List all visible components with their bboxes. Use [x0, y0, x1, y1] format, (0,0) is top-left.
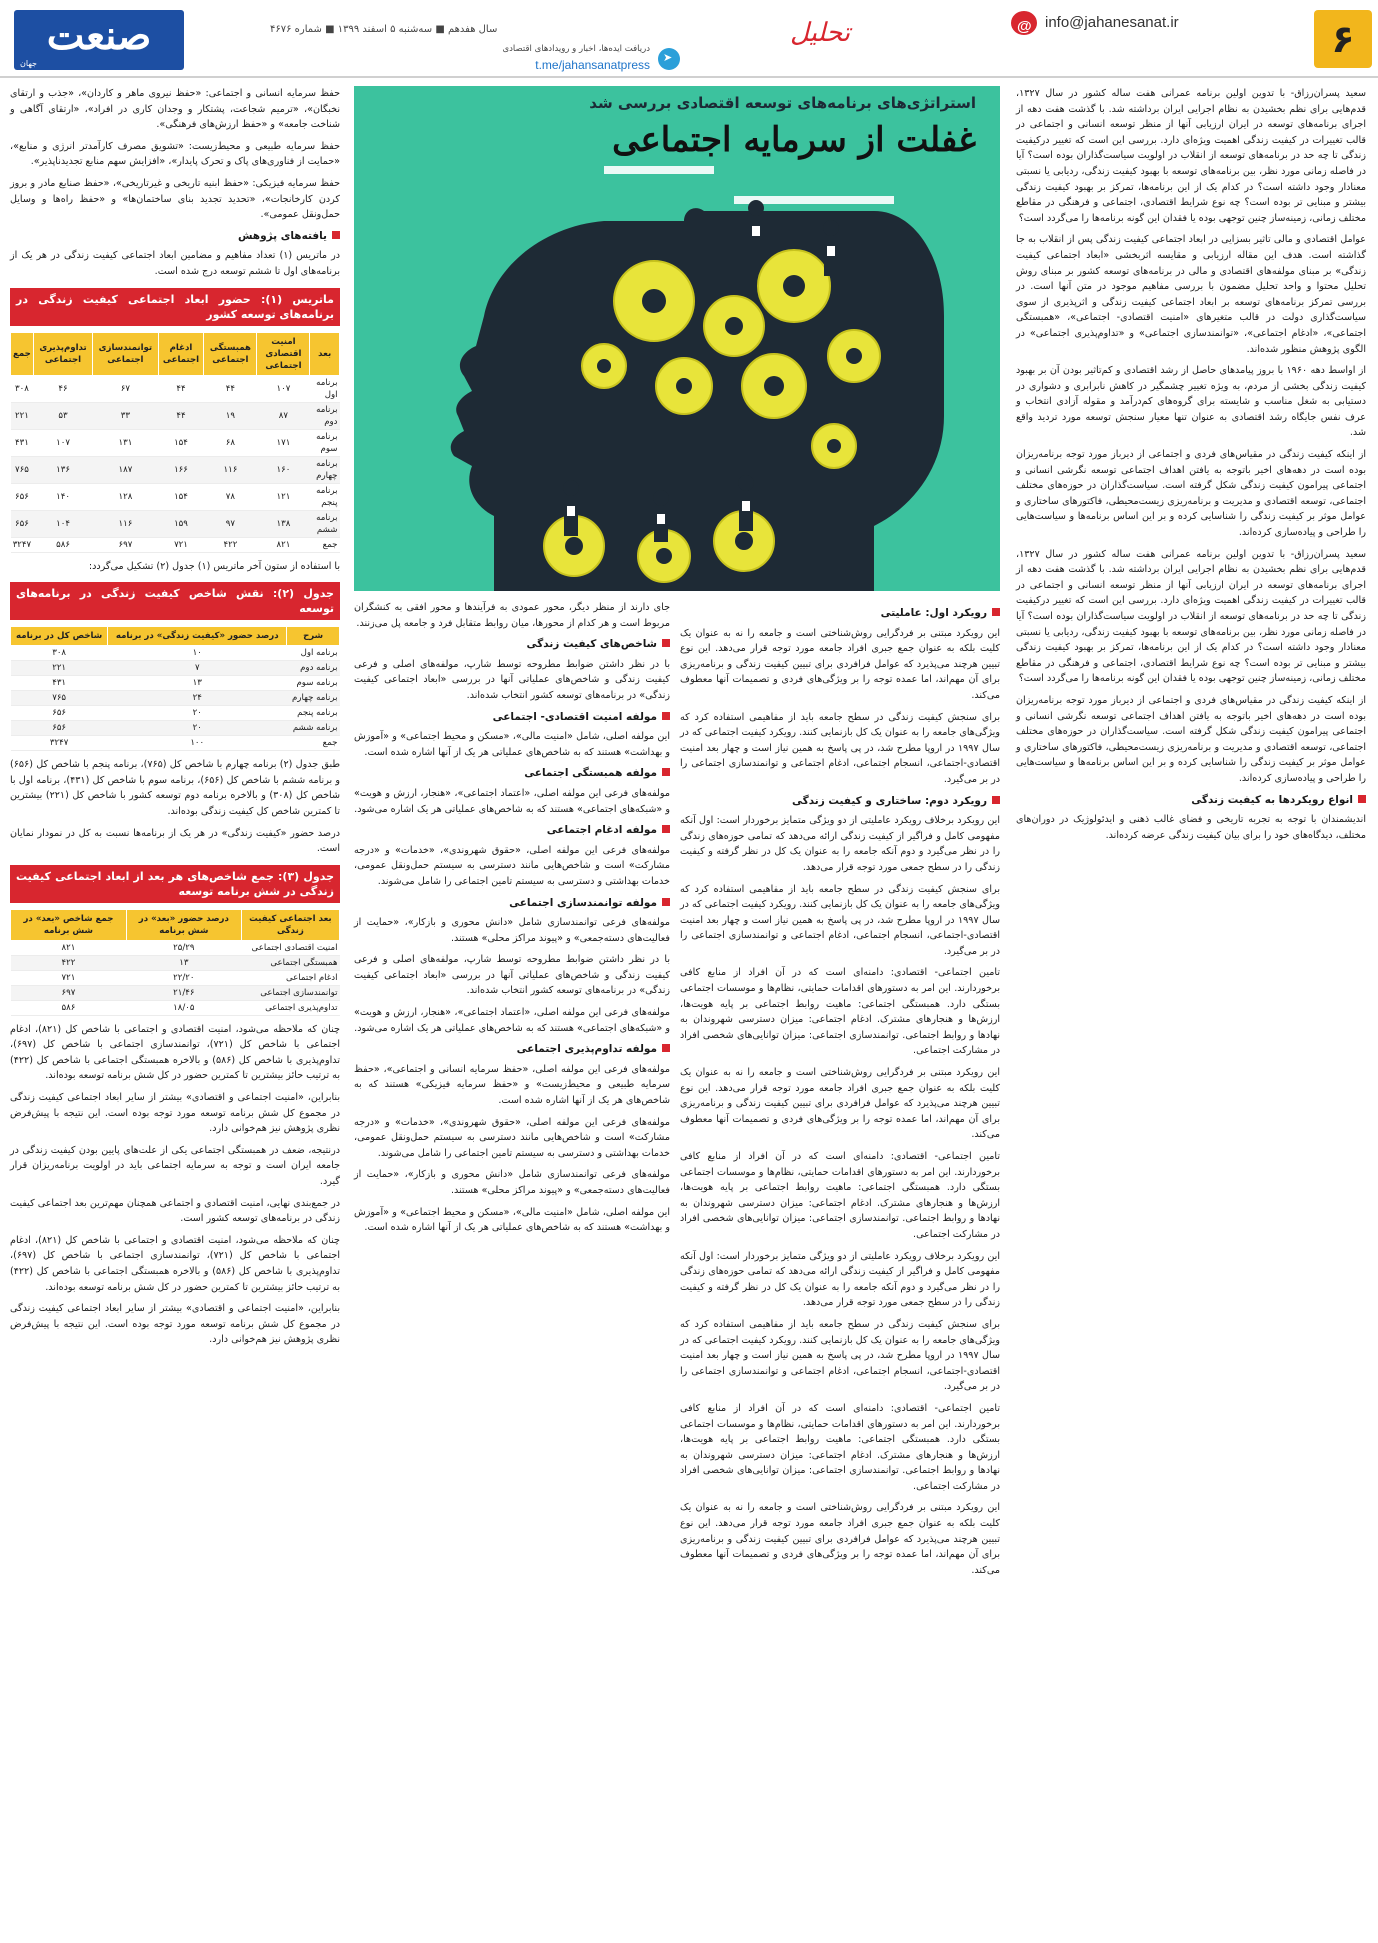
article-paragraph: عوامل اقتصادی و مالی تاثیر بسزایی در ابعاد اجتماعی کیفیت زندگی پس از انقلاب به جا گذاشته است. هدف این مقاله ارزیابی و مقایسه اثربخشی «ابعاد اجتماعی کیفیت زندگی» بر مبنای مولفه‌های اقتصادی و مالی در برنامه‌های توسعه کشور بر مبنای روش تحلیل محتوا و واحد تحلیل مضمون با بررسی مفاهیم موجود در متن آنها است. در بررسی تمرکز برنامه‌های توسعه بر ابعاد اجتماعی کیفیت زندگی و اثرپذیری از سوی سیاست‌گذاری دولت در قالب متغیرهای «امنیت اقتصادی- اجتماعی»، «همبستگی اجتماعی»، «ادغام اجتماعی»، «توانمندسازی اجتماعی» و «تداوم‌پذیری اجتماعی» در الگوی پژوهش منظور شده‌اند.: [1016, 234, 1366, 355]
article-paragraph: با در نظر داشتن ضوابط مطروحه توسط شارپ، مولفه‌های اصلی و فرعی کیفیت زندگی و شاخص‌های عملیاتی آنها در بررسی «ابعاد اجتماعی کیفیت زندگی» در برنامه‌های توسعه کشور انتخاب شده‌اند.: [354, 954, 670, 997]
table-cell: ۲۲۱: [11, 402, 34, 429]
article-paragraph: با در نظر داشتن ضوابط مطروحه توسط شارپ، مولفه‌های اصلی و فرعی کیفیت زندگی و شاخص‌های عملیاتی آنها در بررسی «ابعاد اجتماعی کیفیت زندگی» در برنامه‌های توسعه کشور انتخاب شده‌اند.: [354, 658, 670, 701]
table-cell: ۲۱/۴۶: [126, 985, 241, 1000]
table-cell: ادغام اجتماعی: [241, 970, 339, 985]
article-paragraph: این رویکرد مبتنی بر فردگرایی روش‌شناختی است و جامعه را نه به عنوان یک کلیت بلکه به عنوان جمع جبری افراد جامعه مورد توجه قرار می‌دهد. این نوع تبیین هرچند می‌پذیرد که عوامل فرافردی برای تبیین کیفیت زندگی و برنامه‌ریزی برای آن مهم‌اند، اما عمده توجه را بر ویژگی‌های فردی و تصمیمات آنها معطوف می‌کند.: [680, 1502, 1000, 1576]
table-cell: ۱۸۷: [93, 456, 158, 483]
telegram-link[interactable]: t.me/jahansanatpress: [535, 58, 650, 72]
table-cell: برنامه دوم: [287, 661, 340, 676]
table-cell: ۱۰۴: [33, 510, 92, 537]
table-cell: ۷: [108, 661, 287, 676]
table3-header-cell: بعد اجتماعی کیفیت زندگی: [241, 909, 339, 940]
table1-header-cell: توانمندسازی اجتماعی: [93, 332, 158, 375]
table-cell: ۴۳۱: [11, 429, 34, 456]
table2-header-cell: شاخص کل در برنامه: [11, 627, 108, 646]
table-cell: ۱۱۶: [204, 456, 257, 483]
article-paragraph: مولفه‌های فرعی این مولفه اصلی، «حقوق شهروندی»، «خدمات» و «درجه مشارکت» است و شاخص‌هایی مانند دسترسی به سیستم حمل‌ونقل عمومی، خدمات بهداشتی و دسترسی به سیستم تامین اجتماعی را شامل می‌شوند.: [354, 1116, 670, 1159]
section-label: تحلیل: [790, 18, 851, 48]
article-subheading: مولفه ادغام اجتماعی: [354, 823, 670, 839]
table-row: [11, 721, 340, 736]
article-paragraph: مولفه‌های فرعی این مولفه اصلی، «اعتماد اجتماعی»، «هنجار، ارزش و هویت» و «شبکه‌های اجتماعی» هستند که به شاخص‌های عملیاتی هر یک اشاره می‌شود.: [354, 787, 670, 815]
table-cell: برنامه پنجم: [287, 706, 340, 721]
table-cell: ۱۲۱: [257, 483, 310, 510]
table-cell: ۶۷: [93, 375, 158, 402]
red-square-bullet: [992, 608, 1000, 616]
article-paragraph: این رویکرد برخلاف رویکرد عاملیتی از دو ویژگی متمایز برخوردار است: اول آنکه مفهومی کامل و فراگیر از کیفیت زندگی ارائه می‌دهد که تمامی حوزه‌های زندگی را در نظر می‌گیرد و دوم آنکه جامعه را به عنوان یک کل در نظر گرفته و کیفیت زندگی را در سطح جمعی مورد توجه قرار می‌دهد.: [680, 815, 1000, 873]
table-row: [11, 955, 340, 970]
table-cell: ۲۵/۲۹: [126, 940, 241, 955]
hero-title: غفلت از سرمایه اجتماعی: [612, 120, 976, 160]
telegram-icon: [658, 48, 680, 70]
table-row: [11, 537, 340, 552]
table-cell: برنامه ششم: [310, 510, 340, 537]
table-cell: ۲۰: [108, 721, 287, 736]
table-cell: ۱۰۷: [257, 375, 310, 402]
table-cell: برنامه چهارم: [287, 691, 340, 706]
table-cell: ۲۴: [108, 691, 287, 706]
table-row: [11, 402, 340, 429]
article-paragraph: درنتیجه، ضعف در همبستگی اجتماعی یکی از علت‌های پایین بودن کیفیت زندگی در جامعه ایران است و توجه به سرمایه اجتماعی باید در اولویت برنامه‌ریزان قرار گیرد.: [10, 1144, 340, 1188]
table-cell: ۴۴: [204, 375, 257, 402]
table1-header-cell: تداوم‌پذیری اجتماعی: [33, 332, 92, 375]
table-row: [11, 706, 340, 721]
table-row: [11, 661, 340, 676]
table3-dimension-totals: [10, 909, 340, 1016]
table-cell: ۷۲۱: [11, 970, 127, 985]
table-cell: ۳۰۸: [11, 375, 34, 402]
red-square-bullet: [1358, 795, 1366, 803]
article-subheading: انواع رویکردها به کیفیت زندگی: [1016, 793, 1366, 809]
table-cell: همبستگی اجتماعی: [241, 955, 339, 970]
red-square-bullet: [332, 231, 340, 239]
table-row: [11, 429, 340, 456]
article-paragraph: سعید پسران‌رزاق- با تدوین اولین برنامه عمرانی هفت ساله کشور در سال ۱۳۲۷، قدم‌هایی برای نظم بخشیدن به نظام اجرایی ایران برداشته شد. با گذشت هفت دهه از اجرای برنامه‌های توسعه در ایران ارزیابی آنها از منظر توسعه انسانی و اجتماعی در قالب تغییرات در کیفیت زندگی اهمیت ویژه‌ای دارد. بررسی این است که تغییر درکیفیت زندگی تا چه حد در برنامه‌های توسعه از انقلاب در اولویت سیاست‌گذاران بوده است؟ آیا در فاصله زمانی مورد نظر، بین برنامه‌های توسعه با بهبود کیفیت زندگی، ردیابی یا نسبتی معنادار وجود داشته است؟ در کدام یک از این برنامه‌ها، تمرکز بر بهبود کیفیت زندگی بیشتر و مبنایی تر بوده است؟ چه نوع شرایط اقتصادی، اجتماعی و فرهنگی در مقاطع مختلف زمانی، زمینه‌ساز چنین توجهی بوده یا فقدان این گونه برنامه‌ها را می‌گردد است؟: [1016, 548, 1366, 685]
article-paragraph: بنابراین، «امنیت اجتماعی و اقتصادی» بیشتر از سایر ابعاد اجتماعی کیفیت زندگی در مجموع کل شش برنامه توسعه مورد توجه بوده است. این نتیجه با پیش‌فرض نظری پژوهش نیز هم‌خوانی دارد.: [10, 1092, 340, 1135]
table-row: [11, 940, 340, 955]
article-subheading: رویکرد دوم: ساختاری و کیفیت زندگی: [680, 794, 1000, 810]
red-square-bullet: [662, 639, 670, 647]
table1-header-cell: امنیت اقتصادی اجتماعی: [257, 332, 310, 375]
table3-title: جدول (۳): جمع شاخص‌های هر بعد از ابعاد اجتماعی کیفیت زندگی در شش برنامه توسعه: [10, 865, 340, 903]
table-cell: ۶۵۶: [11, 706, 108, 721]
table-cell: ۹۷: [204, 510, 257, 537]
email-icon: [1011, 11, 1037, 35]
article-paragraph: مولفه‌های فرعی این مولفه اصلی، «اعتماد اجتماعی»، «هنجار، ارزش و هویت» و «شبکه‌های اجتماعی» هستند که به شاخص‌های عملیاتی هر یک اشاره می‌شود.: [354, 1007, 670, 1034]
telegram-text: دریافت ایده‌ها، اخبار و رویدادهای اقتصادی: [502, 44, 650, 54]
red-square-bullet: [662, 1044, 670, 1052]
page-header: [0, 0, 1378, 78]
table-cell: ۲۲۱: [11, 661, 108, 676]
article-paragraph: این مولفه اصلی، شامل «امنیت مالی»، «مسکن و محیط اجتماعی» و «آموزش و بهداشت» هستند که به شاخص‌های عملیاتی هر یک از آنها اشاره شده است.: [354, 731, 670, 758]
table1-title: ماتریس (۱): حضور ابعاد اجتماعی کیفیت زندگی در برنامه‌های توسعه کشور: [10, 288, 340, 326]
table-cell: ۱۶۰: [257, 456, 310, 483]
table-cell: برنامه سوم: [287, 676, 340, 691]
table-cell: برنامه پنجم: [310, 483, 340, 510]
email-contact[interactable]: [1003, 8, 1303, 38]
article-paragraph: حفظ سرمایه انسانی و اجتماعی: «حفظ نیروی ماهر و کاردان»، «جذب و ارتقای نخبگان»، «ترمیم شجاعت، پشتکار و وجدان کاری در افراد»، «ارتقای آگاهی و شناخت جامعه» و «حفظ ارزش‌های فرهنگی».: [10, 88, 340, 131]
table-cell: ۱۰: [108, 646, 287, 661]
article-paragraph: تامین اجتماعی- اقتصادی: دامنه‌ای است که در آن افراد از منابع کافی برخوردارند. این امر به دستورهای اقدامات حمایتی، نظام‌ها و موسسات اجتماعی بستگی دارد. همبستگی اجتماعی: ماهیت روابط اجتماعی بر پایه هویت‌ها، ارزش‌ها و هنجارهای مشترک. ادغام اجتماعی: میزان دسترسی شهروندان به نهادها و روابط اجتماعی. توانمندسازی اجتماعی: میزان توانایی‌های شخصی افراد در مشارکت اجتماعی.: [680, 1151, 1000, 1240]
table-cell: ۳۰۸: [11, 646, 108, 661]
table-cell: ۱۳۶: [33, 456, 92, 483]
table-cell: ۱۰۷: [33, 429, 92, 456]
table-row: [11, 736, 340, 751]
article-subheading: مولفه همبستگی اجتماعی: [354, 766, 670, 782]
table-cell: ۱۳۱: [93, 429, 158, 456]
table-cell: ۵۳: [33, 402, 92, 429]
red-square-bullet: [662, 768, 670, 776]
table-cell: ۳۲۴۷: [11, 537, 34, 552]
table-cell: ۱۸/۰۵: [126, 1000, 241, 1015]
table-cell: ۱۱۶: [93, 510, 158, 537]
table1-note: با استفاده از ستون آخر ماتریس (۱) جدول (۲) تشکیل می‌گردد:: [88, 560, 340, 572]
table-cell: ۴۳۱: [11, 676, 108, 691]
article-column-left: [10, 86, 340, 1354]
table2-header-cell: شرح: [287, 627, 340, 646]
table-cell: ۴۴: [158, 402, 204, 429]
table-cell: ۷۲۱: [158, 537, 204, 552]
table-cell: ۱۵۴: [158, 429, 204, 456]
table-cell: امنیت اقتصادی اجتماعی: [241, 940, 339, 955]
table2-header-cell: درصد حضور «کیفیت زندگی» در برنامه: [108, 627, 287, 646]
issue-line: سال هفدهم ■ سه‌شنبه ۵ اسفند ۱۳۹۹ ■ شماره ۴۶۷۶: [270, 24, 498, 35]
page-number: ۶: [1314, 10, 1372, 68]
table-cell: جمع: [310, 537, 340, 552]
table-row: [11, 691, 340, 706]
table-cell: ۱۰۰: [108, 736, 287, 751]
article-paragraph: چنان که ملاحظه می‌شود، امنیت اقتصادی و اجتماعی با شاخص کل (۸۲۱)، ادغام اجتماعی با شاخص کل (۷۲۱)، توانمندسازی اجتماعی با شاخص کل (۶۹۷)، تداوم‌پذیری با شاخص کل (۵۸۶) و بالاخره همبستگی اجتماعی با شاخص کل (۴۲۲) به ترتیب حائز بیشترین تا کمترین حضور در کل شش برنامه توسعه بوده‌اند.: [10, 1234, 340, 1293]
table-cell: ۳۳: [93, 402, 158, 429]
article-subheading: رویکرد اول: عاملیتی: [680, 606, 1000, 622]
table-cell: ۴۶: [33, 375, 92, 402]
table-cell: ۶۵۶: [11, 721, 108, 736]
article-subheading: مولفه توانمندسازی اجتماعی: [354, 896, 670, 912]
table2-quality-share: [10, 626, 340, 751]
article-paragraph: در ماتریس (۱) تعداد مفاهیم و مضامین ابعاد اجتماعی کیفیت زندگی در هر یک از برنامه‌های اول تا ششم توسعه درج شده است.: [10, 250, 340, 277]
table-cell: ۱۳۸: [257, 510, 310, 537]
article-paragraph: تامین اجتماعی- اقتصادی: دامنه‌ای است که در آن افراد از منابع کافی برخوردارند. این امر به دستورهای اقدامات حمایتی، نظام‌ها و موسسات اجتماعی بستگی دارد. همبستگی اجتماعی: ماهیت روابط اجتماعی بر پایه هویت‌ها، ارزش‌ها و هنجارهای مشترک. ادغام اجتماعی: میزان دسترسی شهروندان به نهادها و روابط اجتماعی. توانمندسازی اجتماعی: میزان توانایی‌های شخصی افراد در مشارکت اجتماعی.: [680, 967, 1000, 1057]
table-cell: توانمندسازی اجتماعی: [241, 985, 339, 1000]
table-cell: ۶۵۶: [11, 510, 34, 537]
article-paragraph: این رویکرد مبتنی بر فردگرایی روش‌شناختی است و جامعه را نه به عنوان یک کلیت بلکه به عنوان جمع جبری افراد جامعه مورد توجه قرار می‌دهد. این نوع تبیین هرچند می‌پذیرد که عوامل فرافردی برای تبیین کیفیت زندگی و برنامه‌ریزی برای آن مهم‌اند، اما عمده توجه را بر ویژگی‌های فردی و تصمیمات آنها معطوف می‌کند.: [680, 1067, 1000, 1141]
table-cell: برنامه ششم: [287, 721, 340, 736]
table-cell: ۱۶۶: [158, 456, 204, 483]
table-cell: تداوم‌پذیری اجتماعی: [241, 1000, 339, 1015]
table1-matrix: [10, 332, 340, 553]
article-paragraph: مولفه‌های فرعی توانمندسازی شامل «دانش محوری و بازکار»، «حمایت از فعالیت‌های دسته‌جمعی» و «پیوند مراکز محلی» هستند.: [354, 1169, 670, 1196]
article-paragraph: حفظ سرمایه طبیعی و محیط‌زیست: «تشویق مصرف کارآمدتر انرژی و منابع»، «حمایت از فناوری‌های پاک و تحرک پایدار»، «افزایش سهم منابع تجدیدناپذیر».: [10, 140, 340, 168]
hero-illustration: [354, 86, 1000, 591]
article-subheading: شاخص‌های کیفیت زندگی: [354, 637, 670, 653]
red-square-bullet: [992, 796, 1000, 804]
article-paragraph: بنابراین، «امنیت اجتماعی و اقتصادی» بیشتر از سایر ابعاد اجتماعی کیفیت زندگی در مجموع کل شش برنامه توسعه مورد توجه بوده است. این نتیجه با پیش‌فرض نظری پژوهش نیز هم‌خوانی دارد.: [10, 1303, 340, 1346]
article-paragraph: این رویکرد مبتنی بر فردگرایی روش‌شناختی است و جامعه را نه به عنوان یک کلیت بلکه به عنوان جمع جبری افراد جامعه مورد توجه قرار می‌دهد. این نوع تبیین هرچند می‌پذیرد که عوامل فرافردی برای تبیین کیفیت زندگی و برنامه‌ریزی برای آن مهم‌اند، اما عمده توجه را بر ویژگی‌های فردی و تصمیمات آنها معطوف می‌کند.: [680, 627, 1000, 701]
article-paragraph: مولفه‌های فرعی این مولفه اصلی، «حفظ سرمایه انسانی و اجتماعی»، «حفظ سرمایه طبیعی و محیط‌زیست» و «حفظ سرمایه فیزیکی» هستند که به شاخص‌های هر یک از آنها اشاره شده است.: [354, 1063, 670, 1107]
table1-header-cell: همبستگی اجتماعی: [204, 332, 257, 375]
table-cell: برنامه چهارم: [310, 456, 340, 483]
table-cell: ۸۲۱: [11, 940, 127, 955]
article-subheading: مولفه تداوم‌پذیری اجتماعی: [354, 1042, 670, 1058]
table-row: [11, 1000, 340, 1015]
article-paragraph: این مولفه اصلی، شامل «امنیت مالی»، «مسکن و محیط اجتماعی» و «آموزش و بهداشت» هستند که به شاخص‌های عملیاتی هر یک از آنها اشاره شده است.: [354, 1206, 670, 1234]
article-paragraph: حفظ سرمایه فیزیکی: «حفظ ابنیه تاریخی و غیرتاریخی»، «حفظ صنایع مادر و بروز کردن کارخانجات»، «تحدید تجدید بنای ساختمان‌ها» و «حفظ راه‌ها و وسایل حمل‌ونقل عمومی».: [10, 177, 340, 221]
article-paragraph: مولفه‌های فرعی توانمندسازی شامل «دانش محوری و بازکار»، «حمایت از فعالیت‌های دسته‌جمعی» و «پیوند مراکز محلی» هستند.: [354, 917, 670, 944]
article-paragraph: چنان که ملاحظه می‌شود، امنیت اقتصادی و اجتماعی با شاخص کل (۸۲۱)، ادغام اجتماعی با شاخص کل (۷۲۱)، توانمندسازی اجتماعی با شاخص کل (۶۹۷)، تداوم‌پذیری با شاخص کل (۵۸۶) و بالاخره همبستگی اجتماعی با شاخص کل (۴۲۲) به ترتیب حائز بیشترین تا کمترین حضور در کل شش برنامه توسعه بوده‌اند.: [10, 1023, 340, 1082]
table-cell: ۴۴: [158, 375, 204, 402]
table-cell: ۵۸۶: [11, 1000, 127, 1015]
table-row: [11, 970, 340, 985]
table-row: [11, 483, 340, 510]
table-cell: ۲۰: [108, 706, 287, 721]
table-cell: ۶۵۶: [11, 483, 34, 510]
table-cell: ۶۸: [204, 429, 257, 456]
article-column-right: [1016, 86, 1366, 849]
article-paragraph: جای دارند از منظر دیگر، محور عمودی به فرآیندها و محور افقی به کنشگران مربوط است و هر کدام از محورها، میان روابط متقابل فرد و جامعه پل می‌زنند.: [354, 602, 670, 629]
table-cell: ۵۸۶: [33, 537, 92, 552]
table-cell: برنامه دوم: [310, 402, 340, 429]
article-paragraph: برای سنجش کیفیت زندگی در سطح جامعه باید از مفاهیمی استفاده کرد که ویژگی‌های جامعه را به عنوان یک کل بازنمایی کنند. رویکرد کیفیت اجتماعی که در سال ۱۹۹۷ در اروپا مطرح شد، در پی پاسخ به همین نیاز است و چهار بعد امنیت اقتصادی-اجتماعی، انسجام اجتماعی، ادغام اجتماعی و توانمندسازی اجتماعی را در بر می‌گیرد.: [680, 711, 1000, 785]
table-cell: ۴۲۲: [204, 537, 257, 552]
table1-header-cell: بعد: [310, 332, 340, 375]
table3-header-cell: جمع شاخص «بعد» در شش برنامه: [11, 909, 127, 940]
table-cell: برنامه سوم: [310, 429, 340, 456]
table-row: [11, 510, 340, 537]
article-paragraph: برای سنجش کیفیت زندگی در سطح جامعه باید از مفاهیمی استفاده کرد که ویژگی‌های جامعه را به عنوان یک کل بازنمایی کنند. رویکرد کیفیت اجتماعی که در سال ۱۹۹۷ در اروپا مطرح شد، در پی پاسخ به همین نیاز است و چهار بعد امنیت اقتصادی-اجتماعی، انسجام اجتماعی، ادغام اجتماعی و توانمندسازی اجتماعی را در بر می‌گیرد.: [680, 1318, 1000, 1393]
table-cell: ۱۳: [108, 676, 287, 691]
red-square-bullet: [662, 825, 670, 833]
table-cell: ۲۲/۲۰: [126, 970, 241, 985]
logo-subtext: جهان: [20, 59, 37, 68]
article-subheading: یافته‌های پژوهش: [10, 229, 340, 245]
logo-text: صنعت: [46, 12, 152, 59]
article-paragraph: سعید پسران‌رزاق- با تدوین اولین برنامه عمرانی هفت ساله کشور در سال ۱۳۲۷، قدم‌هایی برای نظم بخشیدن به نظام اجرایی ایران برداشته شد. با گذشت هفت دهه از اجرای برنامه‌های توسعه در ایران ارزیابی آنها از منظر توسعه انسانی و اجتماعی در قالب تغییرات در کیفیت زندگی اهمیت ویژه‌ای دارد. بررسی این است که تغییر درکیفیت زندگی تا چه حد در برنامه‌های توسعه از انقلاب در اولویت سیاست‌گذاران بوده است؟ آیا در فاصله زمانی مورد نظر، بین برنامه‌های توسعه با بهبود کیفیت زندگی، ردیابی یا نسبتی معنادار وجود داشته است؟ در کدام یک از این برنامه‌ها، تمرکز بر بهبود کیفیت زندگی بیشتر و مبنایی تر بوده است؟ چه نوع شرایط اقتصادی، اجتماعی و فرهنگی در مقاطع مختلف زمانی، زمینه‌ساز چنین توجهی بوده یا فقدان این گونه برنامه‌ها را می‌گردد است؟: [1016, 88, 1366, 224]
newspaper-logo: [14, 10, 184, 70]
table3-header-cell: درصد حضور «بعد» در شش برنامه: [126, 909, 241, 940]
article-column-middle-left: [354, 600, 670, 1242]
table-cell: برنامه اول: [310, 375, 340, 402]
table-cell: ۱۷۱: [257, 429, 310, 456]
article-subheading: مولفه امنیت اقتصادی- اجتماعی: [354, 710, 670, 726]
table-cell: ۶۹۷: [93, 537, 158, 552]
article-paragraph: طبق جدول (۲) برنامه چهارم با شاخص کل (۷۶۵)، برنامه پنجم با شاخص کل (۶۵۶) و برنامه ششم با شاخص کل (۶۵۶)، برنامه سوم با شاخص کل (۴۳۱)، برنامه اول با شاخص کل (۳۰۸) و بالاخره برنامه دوم توسعه کشور با شاخص کل (۲۲۱) بیشترین تا کمترین شاخص کل کیفیت زندگی بوده‌اند.: [10, 759, 341, 817]
article-paragraph: مولفه‌های فرعی این مولفه اصلی، «حقوق شهروندی»، «خدمات» و «درجه مشارکت» است و شاخص‌هایی مانند دسترسی به سیستم حمل‌ونقل عمومی، خدمات بهداشتی و دسترسی به سیستم تامین اجتماعی را شامل می‌شوند.: [354, 844, 670, 887]
email-address: info@jahanesanat.ir: [1045, 14, 1179, 31]
table-cell: ۱۴۰: [33, 483, 92, 510]
table-cell: ۱۵۹: [158, 510, 204, 537]
table2-title: جدول (۲): نقش شاخص کیفیت زندگی در برنامه‌های توسعه: [10, 582, 340, 620]
table-cell: ۴۲۲: [11, 955, 127, 970]
table-cell: ۱۲۸: [93, 483, 158, 510]
article-paragraph: اندیشمندان با توجه به تجربه تاریخی و فضای غالب ذهنی و ایدئولوژیک در دوران‌های مختلف، دیدگاه‌های خود را برای بیان کیفیت زندگی عرضه کرده‌اند.: [1016, 814, 1366, 841]
table-row: [11, 985, 340, 1000]
article-paragraph: از اینکه کیفیت زندگی در مقیاس‌های فردی و اجتماعی از دیرباز مورد توجه برنامه‌ریزان بوده است در دهه‌های اخیر باتوجه به یافتن اهداف اجتماعی توسعه نگرشی انسانی و اجتماعی پیرامون کیفیت زندگی شکل گرفته است. سیاست‌گذاران در حوزه‌های مختلف اجتماعی، توسعه اقتصادی و مدیریت و برنامه‌ریزی زیست‌محیطی، فاکتورهای ساختاری و عوامل موثر بر کیفیت زندگی را شناسایی کرده و بر این اساس برنامه‌ها و سیاست‌هایی را طراحی و پیاده‌سازی کرده‌اند.: [1016, 449, 1366, 539]
telegram-promo[interactable]: [440, 44, 680, 74]
table-cell: ۶۹۷: [11, 985, 127, 1000]
article-paragraph: از اینکه کیفیت زندگی در مقیاس‌های فردی و اجتماعی از دیرباز مورد توجه برنامه‌ریزان بوده است در دهه‌های اخیر باتوجه به یافتن اهداف اجتماعی توسعه نگرشی انسانی و اجتماعی پیرامون کیفیت زندگی شکل گرفته است. سیاست‌گذاران در حوزه‌های مختلف اجتماعی، توسعه اقتصادی و مدیریت و برنامه‌ریزی زیست‌محیطی، فاکتورهای ساختاری و عوامل موثر بر کیفیت زندگی را شناسایی کرده و بر این اساس برنامه‌ها و سیاست‌هایی را طراحی و پیاده‌سازی کرده‌اند.: [1016, 694, 1366, 784]
table1-header-cell: ادغام اجتماعی: [158, 332, 204, 375]
table-cell: ۷۶۵: [11, 691, 108, 706]
table-cell: ۱۵۴: [158, 483, 204, 510]
table-cell: برنامه اول: [287, 646, 340, 661]
table-cell: ۷۶۵: [11, 456, 34, 483]
article-paragraph: برای سنجش کیفیت زندگی در سطح جامعه باید از مفاهیمی استفاده کرد که ویژگی‌های جامعه را به عنوان یک کل بازنمایی کنند. رویکرد کیفیت اجتماعی که در سال ۱۹۹۷ در اروپا مطرح شد، در پی پاسخ به همین نیاز است و چهار بعد امنیت اقتصادی-اجتماعی، انسجام اجتماعی، ادغام اجتماعی و توانمندسازی اجتماعی را در بر می‌گیرد.: [680, 883, 1000, 957]
article-paragraph: در جمع‌بندی نهایی، امنیت اقتصادی و اجتماعی همچنان مهم‌ترین بعد اجتماعی کیفیت زندگی در برنامه‌های توسعه کشور است.: [10, 1197, 340, 1225]
table-row: [11, 456, 340, 483]
article-paragraph: از اواسط دهه ۱۹۶۰ با بروز پیامدهای حاصل از رشد اقتصادی و کم‌تاثیر بودن آن بر بهبود کیفیت زندگی بخشی از مردم، به ویژه تغییر چشمگیر در کاهش نابرابری و دشواری در دستیابی به شغل مناسب و شایسته برای گروه‌های کم‌درآمد و مقوله آزادی انتخاب و عرف نفس جایگاه رشد اقتصادی به عنوان تنها معیار سنجش توسعه مورد تردید واقع شد.: [1016, 365, 1366, 439]
table-cell: ۷۸: [204, 483, 257, 510]
table-row: [11, 375, 340, 402]
table-cell: ۸۲۱: [257, 537, 310, 552]
hero-kicker: استراتژی‌های برنامه‌های توسعه اقتصادی بررسی شد: [589, 94, 976, 112]
article-column-middle-right: [680, 600, 1000, 1584]
head-gears-illustration: [354, 86, 1000, 591]
table-cell: جمع: [287, 736, 340, 751]
table-row: [11, 676, 340, 691]
table-cell: ۳۲۴۷: [11, 736, 108, 751]
article-paragraph: درصد حضور «کیفیت زندگی» در هر یک از برنامه‌ها نسبت به کل در نمودار نمایان است.: [10, 827, 340, 855]
table-cell: ۱۳: [126, 955, 241, 970]
table-row: [11, 646, 340, 661]
table-cell: ۱۹: [204, 402, 257, 429]
article-paragraph: تامین اجتماعی- اقتصادی: دامنه‌ای است که در آن افراد از منابع کافی برخوردارند. این امر به دستورهای اقدامات حمایتی، نظام‌ها و موسسات اجتماعی بستگی دارد. همبستگی اجتماعی: ماهیت روابط اجتماعی بر پایه هویت‌ها، ارزش‌ها و هنجارهای مشترک. ادغام اجتماعی: میزان دسترسی شهروندان به نهادها و روابط اجتماعی. توانمندسازی اجتماعی: میزان توانایی‌های شخصی افراد در مشارکت اجتماعی.: [680, 1402, 1000, 1492]
table1-header-cell: جمع: [11, 332, 34, 375]
red-square-bullet: [662, 712, 670, 720]
table-cell: ۸۷: [257, 402, 310, 429]
red-square-bullet: [662, 898, 670, 906]
article-paragraph: این رویکرد برخلاف رویکرد عاملیتی از دو ویژگی متمایز برخوردار است: اول آنکه مفهومی کامل و فراگیر از کیفیت زندگی ارائه می‌دهد که تمامی حوزه‌های زندگی را در نظر می‌گیرد و دوم آنکه جامعه را به عنوان یک کل در نظر گرفته و کیفیت زندگی را در سطح جمعی مورد توجه قرار می‌دهد.: [680, 1250, 1000, 1309]
